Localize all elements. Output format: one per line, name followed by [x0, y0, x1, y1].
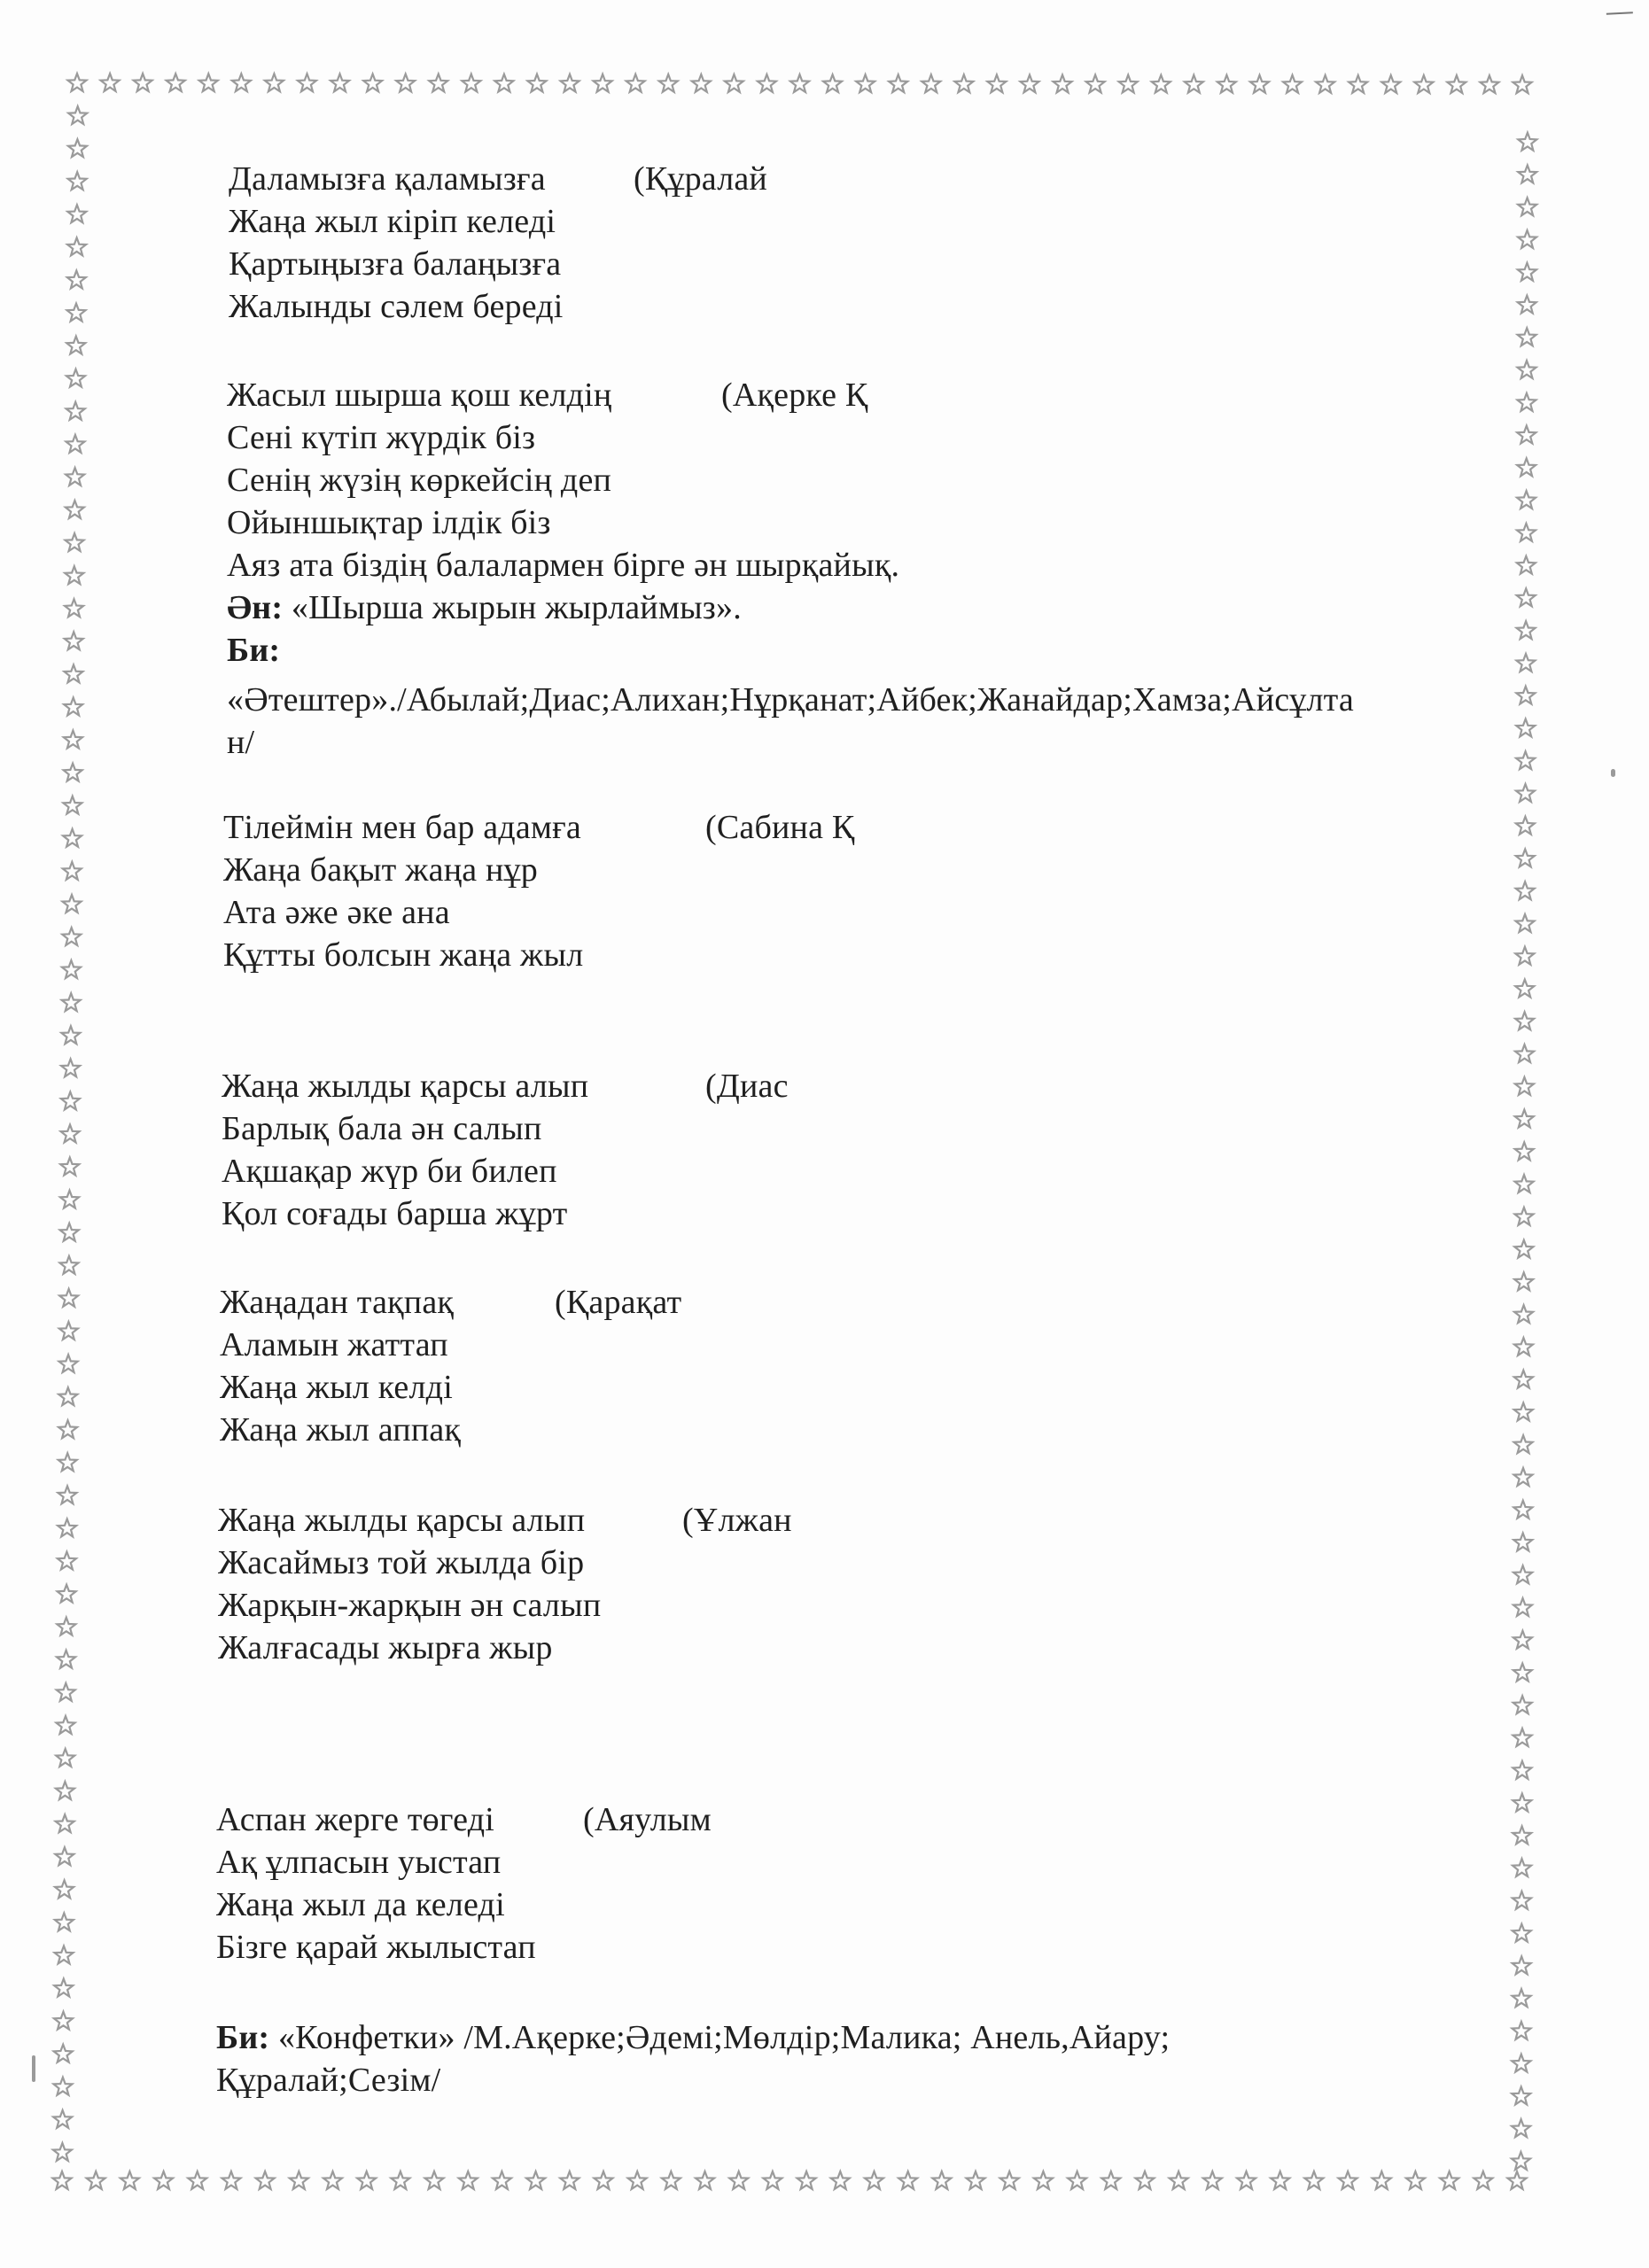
- poem-line: Жаңа жыл да келеді: [216, 1886, 505, 1923]
- poem-line: Жаңа жыл аппақ: [220, 1411, 462, 1449]
- poem-line: Жаңа жыл кіріп келеді: [229, 203, 556, 240]
- dance-label: Би:: [216, 2019, 270, 2056]
- poem-line: Аламын жаттап: [220, 1326, 448, 1363]
- poem-line: Сенің жүзің көркейсің деп: [227, 462, 612, 499]
- song-title: «Шырша жырын жырлаймыз».: [283, 589, 742, 626]
- speaker-name: (Диас: [705, 1068, 789, 1105]
- poem-line: Құтты болсын жаңа жыл: [223, 936, 584, 974]
- poem-line: Аспан жерге төгеді: [216, 1801, 495, 1838]
- speaker-name: (Құралай: [634, 160, 767, 198]
- poem-line: Жаңа бақыт жаңа нұр: [223, 851, 538, 889]
- poem-line: Жаңадан тақпақ: [220, 1284, 455, 1321]
- poem-line: Аяз ата біздің балалармен бірге ән шырқайық.: [227, 547, 900, 584]
- speaker-name: (Аяулым: [583, 1801, 712, 1838]
- poem-line: Жалғасады жырға жыр: [218, 1629, 553, 1666]
- poem-line: Ойыншықтар ілдік біз: [227, 504, 551, 541]
- poem-line: Қол соғады барша жұрт: [222, 1195, 568, 1232]
- poem-line: Жасаймыз той жылда бір: [218, 1544, 585, 1581]
- speaker-name: (Сабина Қ: [705, 809, 855, 846]
- speaker-name: (Ұлжан: [682, 1502, 792, 1539]
- poem-line: Жарқын-жарқын ән салып: [218, 1587, 602, 1624]
- poem-line: Жаңа жылды қарсы алып: [218, 1502, 586, 1539]
- song-label: Ән:: [227, 589, 284, 626]
- poem-line: Барлық бала ән салып: [222, 1110, 542, 1147]
- song-line: [227, 586, 742, 629]
- poem-line: Ата әже әке ана: [223, 894, 450, 931]
- poem-line: Жасыл шырша қош келдің: [227, 377, 612, 414]
- poem-line: Сені күтіп жүрдік біз: [227, 419, 536, 456]
- dance-participants: «Әтештер»./Абылай;Диас;Алихан;Нұрқанат;Айбек;Жанайдар;Хамза;Айсұлта: [227, 681, 1355, 718]
- poem-line: Жаңа жылды қарсы алып: [222, 1068, 589, 1105]
- dance-line: [216, 2016, 1170, 2059]
- dance-label: Би:: [227, 632, 281, 669]
- dance-participants: «Конфетки» /М.Ақерке;Әдемі;Мөлдір;Малика; Анель,Айару;: [269, 2019, 1171, 2056]
- poem-line: Бізге қарай жылыстап: [216, 1929, 536, 1966]
- dance-participants: н/: [227, 724, 255, 761]
- poem-line: Қартыңызға балаңызға: [229, 245, 562, 283]
- dance-participants: Құралай;Сезім/: [216, 2062, 441, 2099]
- poem-line: Жалынды сәлем береді: [229, 288, 564, 325]
- poem-line: Тілеймін мен бар адамға: [223, 809, 581, 846]
- speaker-name: (Қарақат: [555, 1284, 682, 1321]
- poem-line: Жаңа жыл келді: [220, 1369, 453, 1406]
- poem-line: Ақшақар жүр би билеп: [222, 1153, 557, 1190]
- poem-line: Даламызға қаламызға: [229, 160, 546, 198]
- poem-line: Ақ ұлпасын уыстап: [216, 1844, 502, 1881]
- speaker-name: (Ақерке Қ: [721, 377, 868, 414]
